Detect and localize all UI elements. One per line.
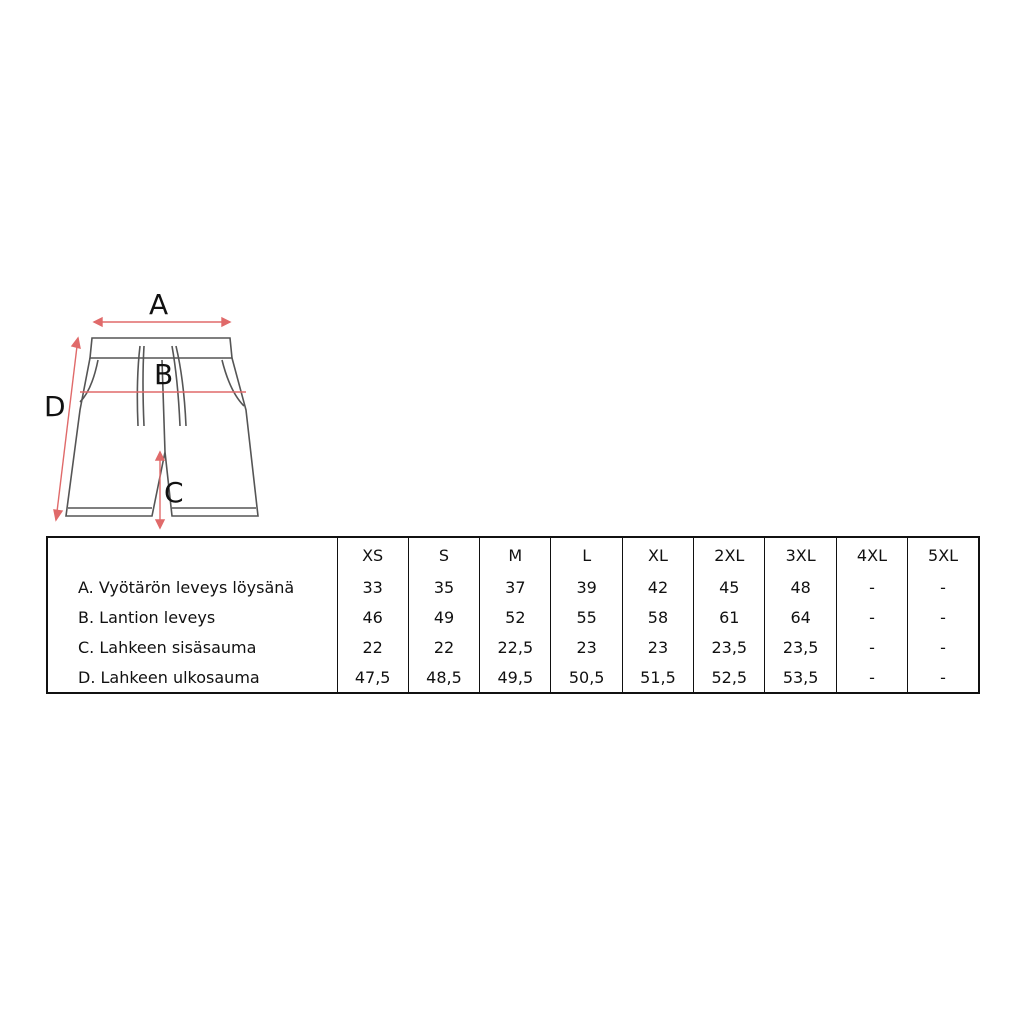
table-cell: - — [908, 632, 979, 662]
table-row — [47, 572, 979, 602]
measure-arrow-d-bottom — [54, 510, 62, 520]
table-cell: 22,5 — [480, 632, 551, 662]
measurement-lines — [54, 318, 246, 528]
table-cell: 22 — [408, 632, 479, 662]
table-cell: 61 — [694, 602, 765, 632]
size-header: L — [551, 537, 622, 572]
size-header: XL — [622, 537, 693, 572]
table-cell: 46 — [337, 602, 408, 632]
table-cell: 58 — [622, 602, 693, 632]
table-cell: 22 — [337, 632, 408, 662]
measure-arrow-c-top — [156, 452, 164, 460]
table-cell: 53,5 — [765, 662, 836, 693]
size-header: M — [480, 537, 551, 572]
table-cell: 42 — [622, 572, 693, 602]
table-cell: 45 — [694, 572, 765, 602]
table-row — [47, 632, 979, 662]
label-c: C — [164, 476, 184, 509]
size-header: XS — [337, 537, 408, 572]
shorts-diagram — [40, 280, 280, 540]
table-cell: 47,5 — [337, 662, 408, 693]
size-chart-table — [46, 536, 980, 694]
table-cell: 49,5 — [480, 662, 551, 693]
row-label: A. Vyötärön leveys löysänä — [78, 577, 295, 597]
table-cell: - — [908, 662, 979, 693]
measure-line-d — [56, 338, 78, 520]
size-header: 5XL — [908, 537, 979, 572]
table-cell: 55 — [551, 602, 622, 632]
measure-arrow-a-right — [222, 318, 230, 326]
table-cell: - — [908, 602, 979, 632]
table-cell: 64 — [765, 602, 836, 632]
table-row — [47, 662, 979, 693]
table-cell: 50,5 — [551, 662, 622, 693]
table-cell: 48 — [765, 572, 836, 602]
right-pocket — [222, 360, 244, 406]
table-cell: - — [908, 572, 979, 602]
size-header: 2XL — [694, 537, 765, 572]
label-d: D — [44, 390, 66, 423]
size-header: S — [408, 537, 479, 572]
row-label: D. Lahkeen ulkosauma — [78, 667, 260, 687]
size-header-row — [47, 537, 979, 572]
shorts-illustration — [40, 280, 280, 540]
label-b: B — [154, 358, 174, 391]
table-row — [47, 602, 979, 632]
table-cell: 52,5 — [694, 662, 765, 693]
waistband — [90, 338, 232, 358]
size-header: 4XL — [836, 537, 907, 572]
measure-arrow-a-left — [94, 318, 102, 326]
table-cell: 23 — [622, 632, 693, 662]
size-header: 3XL — [765, 537, 836, 572]
table-cell: 33 — [337, 572, 408, 602]
row-label: B. Lantion leveys — [78, 607, 216, 627]
table-cell: 23,5 — [694, 632, 765, 662]
table-cell: - — [836, 602, 907, 632]
table-cell: 37 — [480, 572, 551, 602]
table-cell: 39 — [551, 572, 622, 602]
table-cell: - — [836, 662, 907, 693]
measure-arrow-d-top — [72, 338, 80, 348]
header-label-cell — [47, 537, 337, 572]
table-cell: 51,5 — [622, 662, 693, 693]
label-a: A — [149, 288, 169, 321]
table-cell: 35 — [408, 572, 479, 602]
table-cell: - — [836, 572, 907, 602]
row-label: C. Lahkeen sisäsauma — [78, 637, 257, 657]
measure-arrow-c-bottom — [156, 520, 164, 528]
table-cell: 49 — [408, 602, 479, 632]
table-cell: 23 — [551, 632, 622, 662]
table-cell: 23,5 — [765, 632, 836, 662]
table-cell: - — [836, 632, 907, 662]
table-cell: 48,5 — [408, 662, 479, 693]
table-cell: 52 — [480, 602, 551, 632]
